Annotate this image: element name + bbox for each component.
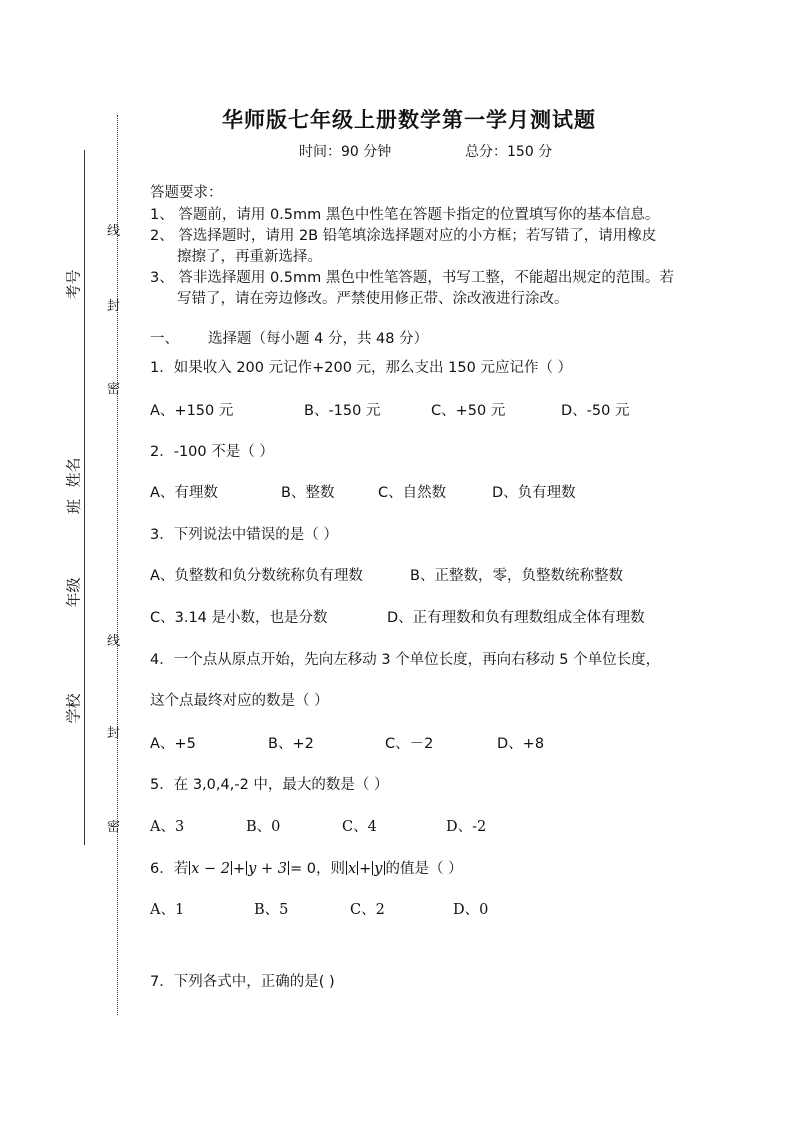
label-school: 学校 [64,693,83,724]
instructions-heading: 答题要求： [150,185,223,201]
seal-char-mi-bottom: 密 [107,820,121,835]
q6-mid: ，则 [315,861,345,877]
seal-char-feng-top: 封 [107,299,121,314]
abs-bar [231,861,232,875]
seal-char-mi-top: 密 [107,382,121,397]
q6-option-d: D、0 [453,902,489,918]
q5-option-b: B、0 [246,819,281,835]
q2-option-c: C、自然数 [378,485,447,501]
q1-option-c: C、+50 元 [431,403,506,419]
q6-option-a: A、1 [150,902,185,918]
q6-expr-1: x − 2 [191,861,231,877]
question-3-stem: 3．下列说法中错误的是（ ） [150,527,338,543]
q6-option-b: B、5 [254,902,289,918]
q4-option-c: C、－2 [385,736,434,752]
q3-option-a: A、负整数和负分数统称负有理数 [150,568,363,584]
q6-eq: = 0 [289,861,316,877]
exam-time: 时间：90 分钟 [299,144,392,160]
q5-option-a: A、3 [150,819,185,835]
q6-plus: + [233,861,246,877]
label-grade: 年级 [64,577,83,608]
instruction-3: 3、 答非选择题用 0.5mm 黑色中性笔答题，书写工整，不能超出规定的范围。若 [150,270,674,286]
instruction-3-cont: 写错了，请在旁边修改。严禁使用修正带、涂改液进行涂改。 [177,291,569,307]
q6-suffix: 的值是（ ） [385,861,463,877]
seal-char-xian-bottom: 线 [107,634,121,649]
exam-total-score: 总分：150 分 [465,144,553,160]
q2-option-d: D、负有理数 [492,485,576,501]
question-4-stem-cont: 这个点最终对应的数是（ ） [150,693,329,709]
q5-option-c: C、4 [342,819,377,835]
instruction-2-cont: 擦擦了，再重新选择。 [177,249,322,265]
q6-prefix: 6．若 [150,861,189,877]
q4-option-a: A、+5 [150,736,196,752]
section-title: 选择题（每小题 4 分，共 48 分） [208,331,429,347]
abs-bar [346,861,347,875]
q4-option-b: B、+2 [268,736,314,752]
question-6-stem: 6．若 x − 2 + y + 3 = 0，则 x + y 的值是（ ） [150,861,463,877]
question-7-stem: 7．下列各式中，正确的是( ) [150,974,335,990]
q3-option-c: C、3.14 是小数，也是分数 [150,610,328,626]
q5-option-d: D、-2 [446,819,487,835]
label-exam-number: 考号 [64,269,83,300]
q6-expr-2: y + 3 [248,861,287,877]
q6-expr-3: x [347,861,357,877]
q6-expr-4: y [374,861,383,877]
q3-option-b: B、正整数，零，负整数统称整数 [410,568,623,584]
q2-option-b: B、整数 [281,485,335,501]
binding-solid-line [84,150,85,845]
q1-option-a: A、+150 元 [150,403,234,419]
abs-bar [357,861,358,875]
abs-bar [288,861,289,875]
instruction-2: 2、 答选择题时，请用 2B 铅笔填涂选择题对应的小方框；若写错了，请用橡皮 [150,228,657,244]
q4-option-d: D、+8 [497,736,545,752]
section-number: 一、 [150,331,179,347]
q6-option-c: C、2 [350,902,385,918]
question-2-stem: 2．-100 不是（ ） [150,444,274,460]
seal-char-feng-bottom: 封 [107,726,121,741]
seal-char-xian-top: 线 [107,224,121,239]
q1-option-b: B、-150 元 [304,403,381,419]
question-4-stem: 4．一个点从原点开始，先向左移动 3 个单位长度，再向右移动 5 个单位长度， [150,652,661,668]
binding-dotted-line [117,115,118,1015]
q1-option-d: D、-50 元 [561,403,630,419]
q2-option-a: A、有理数 [150,485,218,501]
abs-bar [384,861,385,875]
question-1-stem: 1．如果收入 200 元记作+200 元，那么支出 150 元应记作（ ） [150,360,573,376]
question-5-stem: 5．在 3,0,4,-2 中，最大的数是（ ） [150,777,389,793]
instruction-1: 1、 答题前，请用 0.5mm 黑色中性笔在答题卡指定的位置填写你的基本信息。 [150,207,660,223]
page-title: 华师版七年级上册数学第一学月测试题 [222,107,596,132]
label-name: 姓名 [64,457,83,488]
label-class: 班 [65,498,84,515]
q3-option-d: D、正有理数和负有理数组成全体有理数 [387,610,645,626]
